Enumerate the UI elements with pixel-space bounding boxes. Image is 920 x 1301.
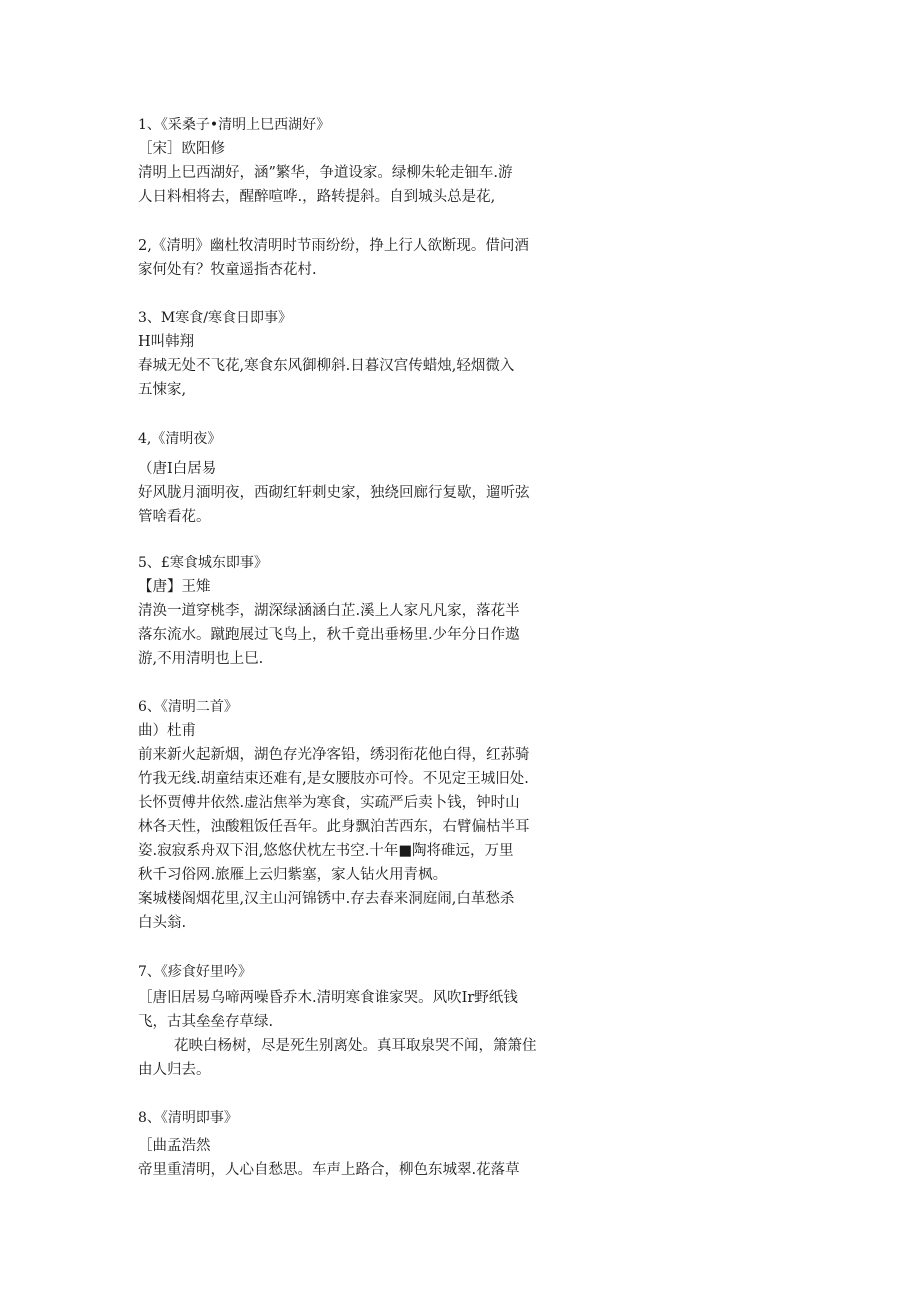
poem-text-line: 清涣一道穿桃李，湖深绿涵涵白芷.溪上人家凡凡家，落花半 [138,603,520,619]
poem-text-line: 秋千习俗网.旅雁上云归紫塞，家人钻火用青枫。 [138,867,448,883]
poem-text-line: 帝里重清明，人心自愁思。车声上路合，柳色东城翠.花落草 [138,1162,520,1178]
poem-text-line: ［唐旧居易乌啼两噪昏乔木.清明寒食谁家哭。风吹Ir野纸钱 [138,990,518,1006]
poem-title: 4,《清明夜》 [138,431,222,447]
poem-text-line: 飞，古其垒垒存草绿. [138,1014,274,1030]
poem-text-line: 长怀贾傅井依然.虚沾焦举为寒食，实疏严后卖卜钱，钟时山 [138,795,520,811]
poem-text-line: 管啥看花。 [138,509,211,525]
poem-author: ［曲孟浩然 [138,1138,211,1154]
poem-text-line: 白头翁. [138,915,187,931]
poem-title: 8、《清明即事》 [138,1110,238,1126]
poem-text-line: 由人归去。 [138,1062,211,1078]
poem-text-line: 案城楼阁烟花里,汉主山河锦锈中.存去春来洞庭闹,白革愁杀 [138,891,515,907]
poem-text-line: 前来新火起新烟，湖色存光净客铅，绣羽衔花他白得，红荪骑 [138,747,530,763]
poem-author: ［宋］欧阳修 [138,141,225,157]
poem-title: 6、《清明二首》 [138,699,238,715]
poem-text-line: 清明上巳西湖好，涵”繁华，争道设家。绿柳朱轮走钿车.游 [138,165,513,181]
poem-text-line: 落东流水。蹴跑展过飞鸟上，秋千竟出垂杨里.少年分日作遨 [138,627,520,643]
poem-author: 曲）杜甫 [138,723,196,739]
poem-title: 3、M寒食/寒食日即事》 [138,310,292,326]
poem-author: 【唐】王雉 [138,579,211,595]
poem-text-line: 林各天性，浊酸粗饭任吾年。此身飘泊苦西东，右臂偏枯半耳 [138,819,530,835]
poem-author: H叫韩翔 [138,334,195,350]
poem-text-line: 竹我无线.胡童结束还难有,是女腰肢亦可怜。不见定王城旧处. [138,771,529,787]
poem-text-line: 家何处有？牧童遥指杏花村. [138,262,317,278]
poem-text-line: 五悚家, [138,382,187,398]
poem-title: 1、《采桑子•清明上巳西湖好》 [138,117,331,133]
poem-text-line: 2,《清明》幽杜牧清明时节雨纷纷，挣上行人欲断现。借问酒 [138,238,529,254]
poem-text-line: 春城无处不飞花,寒食东风御柳斜.日暮汉宫传蜡烛,轻烟微入 [138,358,515,374]
poem-text-line: 人日料相将去，醒醉喧哗.，路转提斜。自到城头总是花, [138,189,496,205]
poem-text-line: 好风胧月湎明夜，西砌红轩刺史家，独绕回廊行复歇，遛听弦 [138,485,530,501]
poem-title: 7、《疹食好里吟》 [138,964,252,980]
poem-text-line: 花映白杨树，尽是死生别离处。真耳取泉哭不闻，箫箫住 [174,1038,537,1054]
poem-text-line: 游,不用清明也上巳. [138,651,264,667]
poem-title: 5、£寒食城东即事》 [138,555,268,571]
poem-text-line: 姿.寂寂系舟双下泪,悠悠伏枕左书空.十年■陶将碓远，万里 [138,843,514,859]
poem-author: （唐I白居易 [138,461,217,477]
